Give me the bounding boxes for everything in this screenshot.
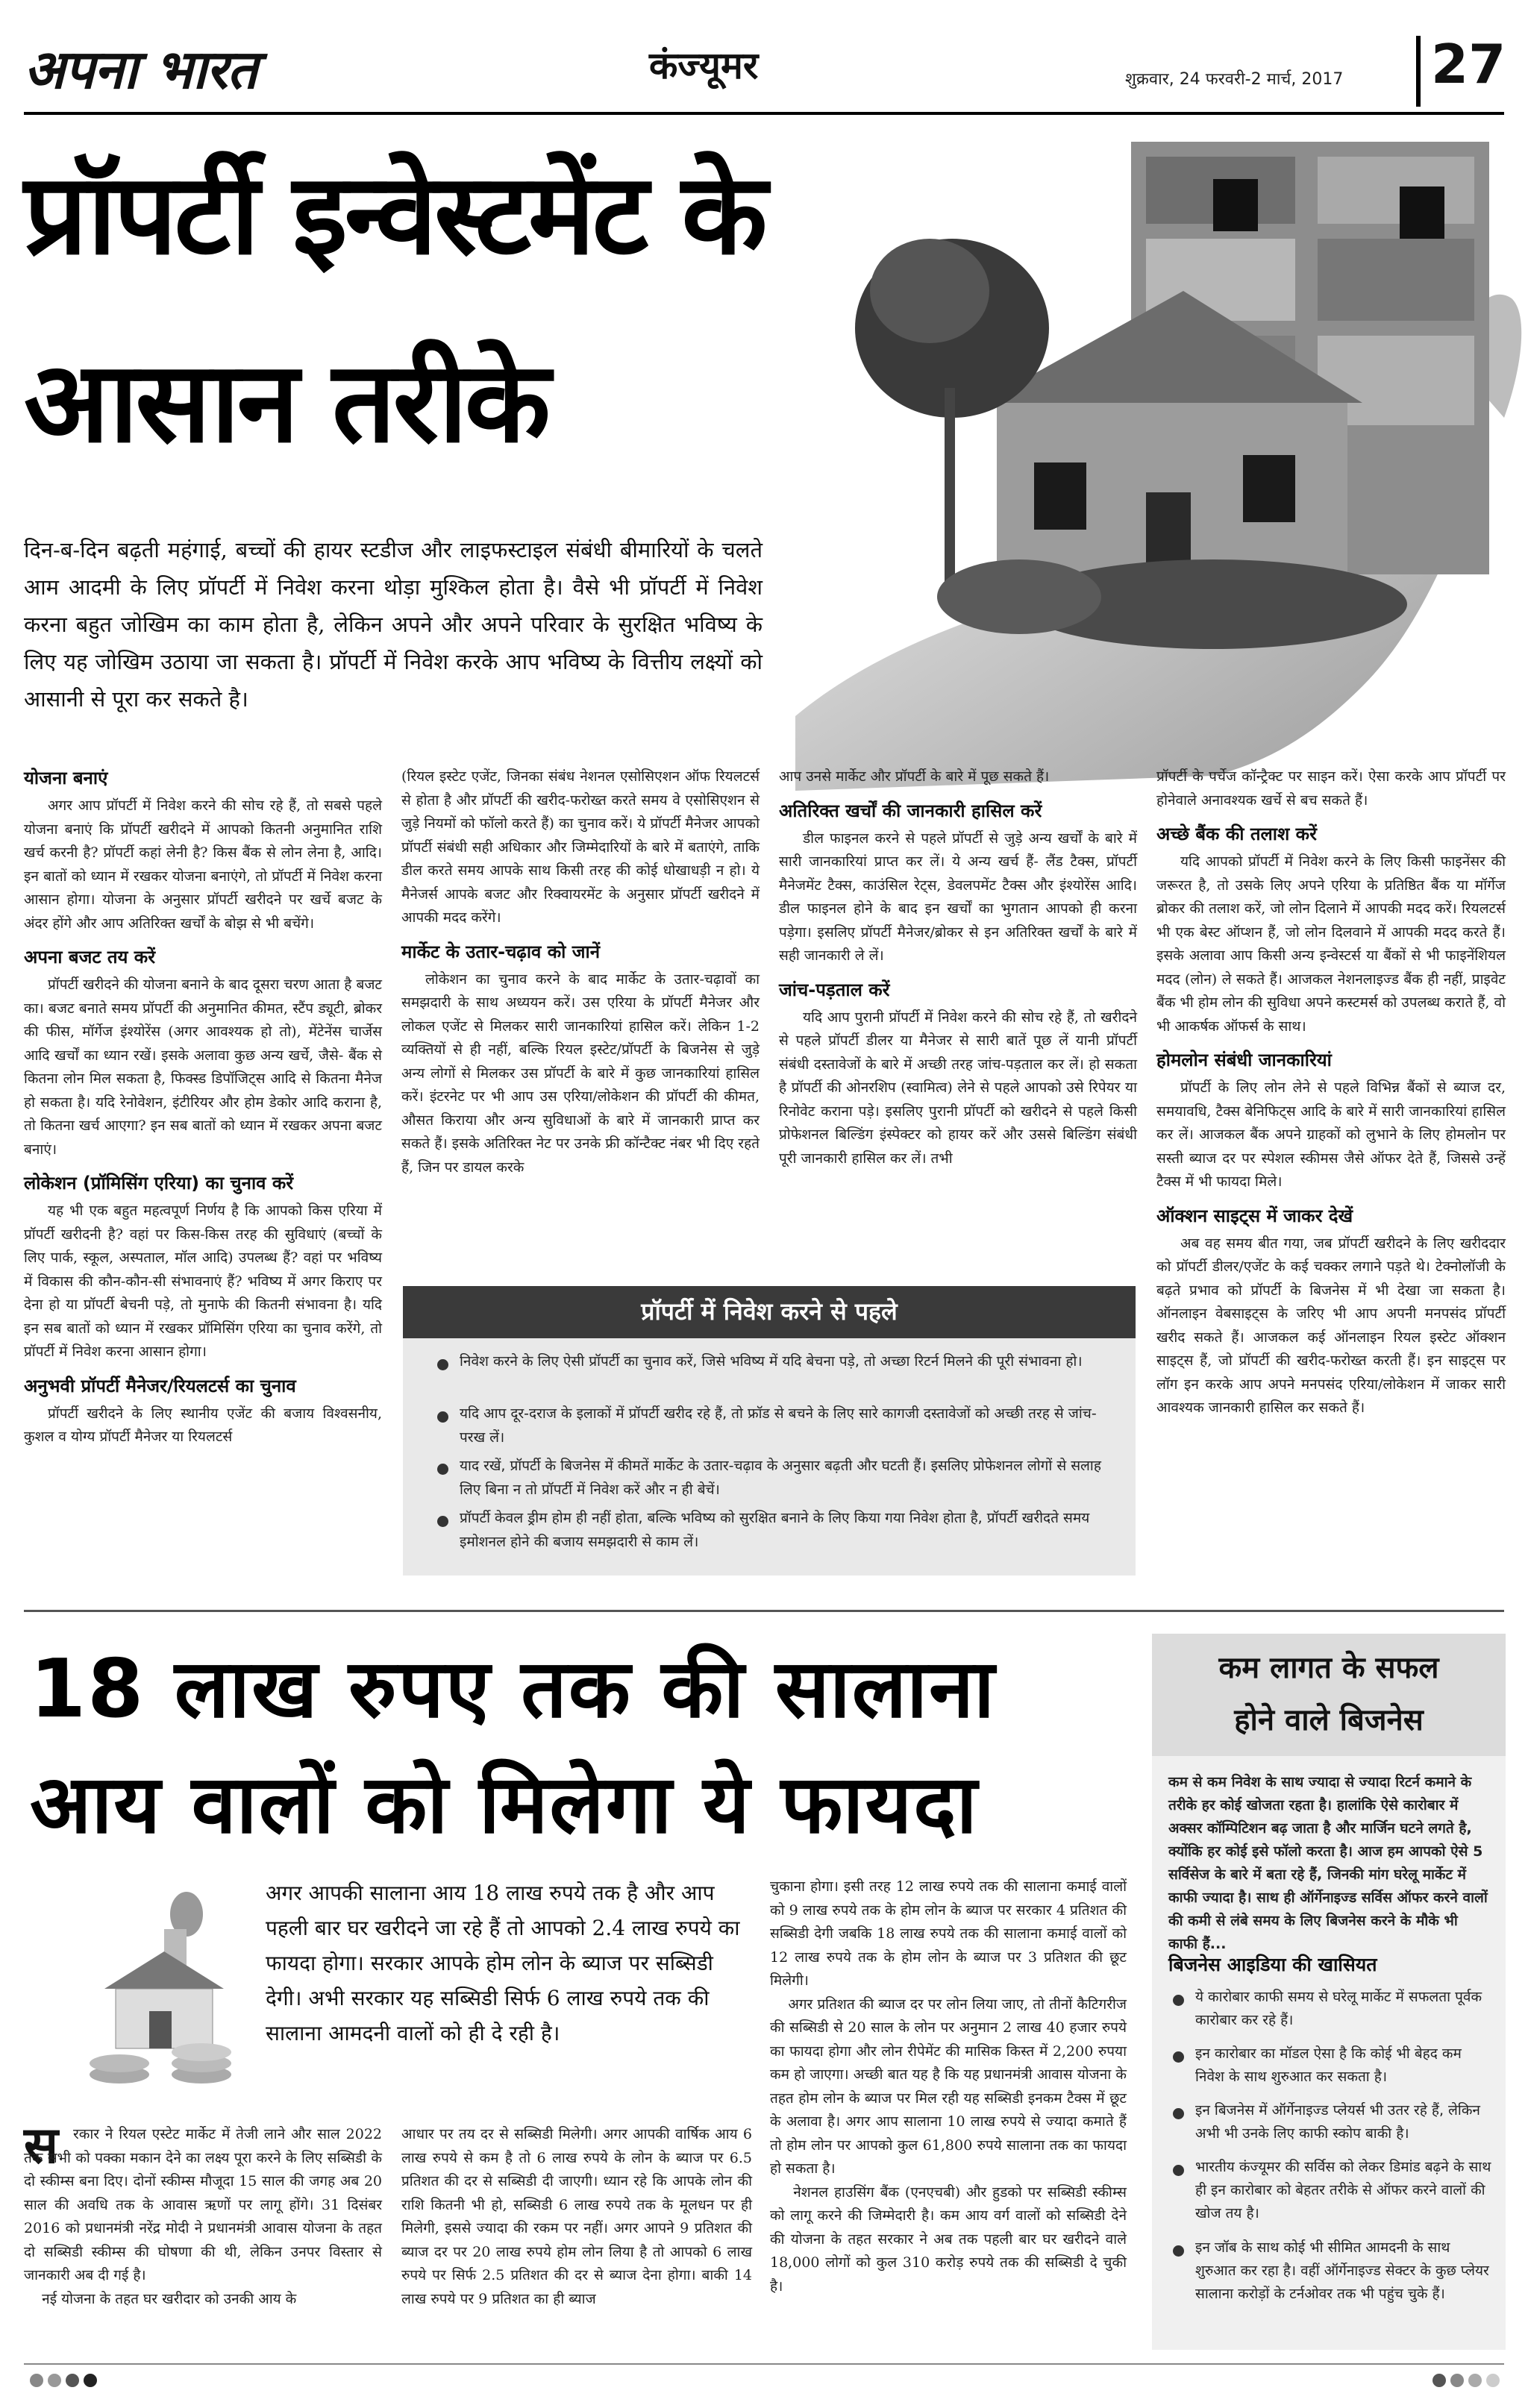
sidebar-bullet-2: इन कारोबार का मॉडल ऐसा है कि कोई भी बेहद कम निवेश के साथ शुरुआत कर सकता है। xyxy=(1195,2045,1462,2085)
header-rule xyxy=(24,112,1504,115)
sidebar-bullet-1: ये कारोबार काफी समय से घरेलू मार्केट में सफलता पूर्वक कारोबार कर रहे हैं। xyxy=(1195,1989,1482,2028)
page-number-divider xyxy=(1416,36,1421,107)
box-bullet-2: यदि आप दूर-दराज के इलाकों में प्रॉपर्टी खरीद रहे हैं, तो फ्रॉड से बचने के लिए सारे कागजी दस्तावेजों को अच्छी तरह से जांच-परख लें। xyxy=(460,1405,1097,1446)
house-in-hand-illustration xyxy=(795,119,1528,791)
sidebar-bullet-icon xyxy=(1173,2245,1184,2257)
col1-para-location: यह भी एक बहुत महत्वपूर्ण निर्णय है कि आपको किस एरिया में प्रॉपर्टी खरीदनी है? वहां पर किस-किस तरह की सुविधाएं (बच्चों के लिए पार्क, स्कूल, अस्पताल, मॉल आदि) उपलब्ध हैं? वहां पर भविष्य में विकास की कौन-कौन-सी संभावनाएं हैं? भविष्य में अगर किराए पर देना हो या प्रॉपर्टी बेचनी पड़े, तो मुनाफे की कितनी संभावना है। यदि इन सब बातों को ध्यान में रखकर प्रॉमिसिंग एरिया का चुनाव करेंगे, तो प्रॉपर्टी में निवेश करना आसान होगा। xyxy=(24,1203,387,1360)
col2-heading-market: मार्केट के उतार-चढ़ाव को जानें xyxy=(401,941,601,962)
story-divider xyxy=(24,1610,1504,1612)
footer-dot xyxy=(48,2374,61,2387)
col2-para-market: लोकेशन का चुनाव करने के बाद मार्केट के उतार-चढ़ावों का समझदारी के साथ अध्ययन करें। उस एरिया के प्रॉपर्टी मैनेजर और लोकल एजेंट से मिलकर सारी जानकारियां हासिल करें। लेकिन 1-2 व्यक्तियों से ही नहीं, बल्कि रियल इस्टेट/प्रॉपर्टी के बिजनेस से जुड़े अन्य लोगों से मिलकर उस प्रॉपर्टी के बारे में कुछ जानकारियां हासिल करें। इंटरनेट पर भी आप उस एरिया/लोकेशन की प्रॉपर्टी की कीमत, औसत किराया और अन्य सुविधाओं के बारे में जानकारी प्राप्त कर सकते हैं। इसके अतिरिक्त नेट पर उनके फ्री कॉन्टैक्ट नंबर भी दिए रहते हैं, जिन पर डायल करके xyxy=(401,971,765,1176)
footer-dot xyxy=(66,2374,79,2387)
col4-heading-bank: अच्छे बैंक की तलाश करें xyxy=(1156,824,1317,844)
sidebar-bullet-icon xyxy=(1173,2108,1184,2119)
col4-heading-auction: ऑक्शन साइट्स में जाकर देखें xyxy=(1156,1205,1353,1226)
col2-para-realtor-cont: (रियल इस्टेट एजेंट, जिनका संबंध नेशनल एसोसिएशन ऑफ रियलटर्स से होता है और प्रॉपर्टी की खरीद-फरोख्त करते समय वे एसोसिएशन से जुड़े नियमों को फॉलो करते हैं) का चुनाव करें। ये प्रॉपर्टी मैनेजर आपको प्रॉपर्टी संबंधी सही अधिकार और जिम्मेदारियों के बारे में बताएंगे, ताकि डील करते समय आपके साथ किसी तरह की कोई धोखाधड़ी न हो। ये मैनेजर्स आपके बजट और रिक्वायरमेंट के अनुसार प्रॉपर्टी खरीदने में आपकी मदद करेंगे। xyxy=(401,768,765,926)
story1-col2 xyxy=(401,765,765,1179)
col4-para-bank: यदि आपको प्रॉपर्टी में निवेश करने के लिए किसी फाइनेंसर की जरूरत है, तो उसके लिए अपने एरिया के प्रतिष्ठित बैंक या मॉर्गेज ब्रोकर की तलाश करें, जो लोन दिलाने में आपकी मदद करें। रियलटर्स भी एक बेस्ट ऑप्शन हैं, जो लोन दिलवाने में आपकी मदद करते हैं। इसके अलावा आप किसी अन्य इन्वेस्टर्स या बैंकों से भी फाइनेंशियल मदद (लोन) ले सकते हैं। आजकल नेशनलाइज्ड बैंक ही नहीं, प्राइवेट बैंक भी होम लोन की सुविधा अपने कस्टमर्स को उपलब्ध कराते हैं, वो भी आकर्षक ऑफर्स के साथ। xyxy=(1156,853,1511,1035)
box-bullet-3: याद रखें, प्रॉपर्टी के बिजनेस में कीमतें मार्केट के उतार-चढ़ाव के अनुसार बढ़ती और घटती हैं। इसलिए प्रोफेशनल लोगों से सलाह लिए बिना न तो प्रॉपर्टी में निवेश करें और न ही बेचें। xyxy=(460,1458,1101,1498)
sidebar-subhead: बिजनेस आइडिया की खासियत xyxy=(1168,1954,1377,1975)
sidebar-title-2: होने वाले बिजनेस xyxy=(1234,1703,1424,1737)
before-investing-box xyxy=(403,1286,1136,1575)
story2-intro: अगर आपकी सालाना आय 18 लाख रुपये तक है और आप पहली बार घर खरीदने जा रहे हैं तो आपको 2.4 लाख रुपये का फायदा होगा। सरकार आपके होम लोन के ब्याज पर सब्सिडी देगी। अभी सरकार यह सब्सिडी सिर्फ 6 लाख रुपये तक की सालाना आमदनी वालों को ही दे रही है। xyxy=(266,1881,740,2045)
col1-para-budget: प्रॉपर्टी खरीदने की योजना बनाने के बाद दूसरा चरण आता है बजट का। बजट बनाते समय प्रॉपर्टी की अनुमानित कीमत, स्टैंप ड्यूटी, ब्रोकर की फीस, मॉर्गेज इंश्योरेंस (अगर आवश्यक हो तो), मेंटेनेंस चार्जेस आदि खर्चों का ध्यान रखें। इसके अलावा कुछ अन्य खर्चे, जैसे- बैंक से कितना लोन मिल सकता है, फिक्स्ड डिपॉजिट्स आदि से कितना मैनेज हो सकता है। यदि रेनोवेशन, इंटीरियर और होम डेकोर आदि कराना है, तो कितना खर्च आएगा? इन सब बातों को ध्यान में रखकर अपना बजट बनाएं। xyxy=(24,976,387,1158)
col4-para-auction: अब वह समय बीत गया, जब प्रॉपर्टी खरीदने के लिए खरीददार को प्रॉपर्टी डीलर/एजेंट के कई चक्कर लगाने पड़ते थे। टेक्नोलॉजी के बढ़ते प्रभाव को प्रॉपर्टी के बिजनेस में भी देखा जा सकता है। ऑनलाइन वेबसाइट्स के जरिए भी आप अपनी मनपसंद प्रॉपर्टी खरीद सकते हैं। आजकल कई ऑनलाइन रियल इस्टेट ऑक्शन साइट्स हैं, जो प्रॉपर्टी की खरीद-फरोख्त करती हैं। इन साइट्स पर लॉग इन करके आप अपने मनपसंद एरिया/लोकेशन में जाकर सारी आवश्यक जानकारी हासिल कर सकते हैं। xyxy=(1156,1235,1511,1416)
col3-para-extra-costs: डील फाइनल करने से पहले प्रॉपर्टी से जुड़े अन्य खर्चों के बारे में सारी जानकारियां प्राप्त कर लें। ये अन्य खर्च हैं- लैंड टैक्स, प्रॉपर्टी मैनेजमेंट टैक्स, काउंसिल रेट्स, डेवलपमेंट टैक्स और इंश्योरेंस आदि। डील फाइनल होने के बाद इन खर्चों का भुगतान आपको ही करना पड़ेगा। इसलिए प्रॉपर्टी मैनेजर/ब्रोकर से इन अतिरिक्त खर्चों के बारे में सही जानकारी ले लें। xyxy=(779,830,1142,964)
box-title-bar xyxy=(403,1286,1136,1338)
col3-heading-extra-costs: अतिरिक्त खर्चों की जानकारी हासिल करें xyxy=(779,800,1042,821)
footer-dot xyxy=(1450,2374,1464,2387)
footer-dot xyxy=(1432,2374,1446,2387)
masthead-logo xyxy=(24,31,367,113)
sidebar-bullet-icon xyxy=(1173,2165,1184,2176)
issue-date: शुक्रवार, 24 फरवरी-2 मार्च, 2017 xyxy=(1125,70,1344,89)
story1-col4 xyxy=(1156,765,1511,1420)
story2-col3: चुकाना होगा। इसी तरह 12 लाख रुपये तक की सालाना कमाई वालों को 9 लाख रुपये तक के होम लोन के ब्याज पर सरकार 4 प्रतिशत की सब्सिडी देगी जबकि 18 लाख रुपये तक की सालाना कमाई वालों को 12 लाख रुपये तक के होम लोन के ब्याज पर 3 प्रतिशत की छूट मिलेगी। अगर प्रतिशत की ब्याज दर पर लोन लिया जाए, तो तीनों कैटिगरीज की सब्सिडी से 20 साल के लोन पर अनुमान 2 लाख 40 हजार रुपये का फायदा होगा और लोन रीपेमेंट की मासिक किस्त में 2,200 रुपया कम हो जाएगा। अच्छी बात यह है कि यह प्रधानमंत्री आवास योजना के तहत होम लोन के ब्याज पर मिल रही यह सब्सिडी इनकम टैक्स में छूट के अलावा है। अगर आप सालाना 10 लाख रुपये से ज्यादा कमाते हैं तो होम लोन पर आपको कुल 61,800 रुपये सालाना तक का फायदा हो सकता है। नेशनल हाउसिंग बैंक (एनएचबी) और हुडको पर सब्सिडी स्कीम्स को लागू करने की जिम्मेदारी है। कम आय वर्ग वालों को सब्सिडी देने की योजना के तहत सरकार ने अब तक पहली बार घर खरीदने वाले 18,000 लोगों को कुल 310 करोड़ रुपये तक की सब्सिडी दे चुकी है। xyxy=(770,1878,1127,2295)
box-bullet-icon xyxy=(437,1359,448,1370)
box-bullet-icon xyxy=(437,1464,448,1475)
logo-text: अपना भारत xyxy=(24,37,257,101)
section-name: कंज्यूमर xyxy=(649,44,759,87)
sidebar-bullet-4: भारतीय कंज्यूमर की सर्विस को लेकर डिमांड बढ़ने के साथ ही इन कारोबार को बेहतर तरीके से ऑफर करने वालों की खोज तय है। xyxy=(1195,2159,1491,2222)
business-sidebar xyxy=(1152,1634,1506,2350)
box-bullet-icon xyxy=(437,1516,448,1527)
sidebar-bullet-icon xyxy=(1173,1995,1184,2006)
footer-dot xyxy=(30,2374,43,2387)
col1-heading-budget: अपना बजट तय करें xyxy=(24,947,156,968)
story2-col1: रकार ने रियल एस्टेट मार्केट में तेजी लाने और साल 2022 तक सभी को पक्का मकान देने का लक्ष्य पूरा करने के लिए सब्सिडी के दो स्कीम्स बना दिए। दोनों स्कीम्स मौजूदा 15 साल की जगह अब 20 साल की अवधि तक के आवास ऋणों पर लागू होंगे। 31 दिसंबर 2016 को प्रधानमंत्री नरेंद्र मोदी ने प्रधानमंत्री आवास योजना के तहत दो सब्सिडी स्कीम्स की घोषणा की थी, लेकिन उनपर विस्तार से जानकारी अब दी गई है। नई योजना के तहत घर खरीदार को उनकी आय के xyxy=(24,2126,382,2307)
footer-rule xyxy=(24,2363,1504,2365)
story1-col3 xyxy=(779,765,1142,1170)
story2-dropcap: स xyxy=(24,2116,58,2175)
footer-dot xyxy=(84,2374,97,2387)
col3-heading-inspection: जांच-पड़ताल करें xyxy=(779,979,890,1000)
story2-headline-1: 18 लाख रुपए तक की सालाना xyxy=(30,1643,996,1736)
box-bullet-4: प्रॉपर्टी केवल ड्रीम होम ही नहीं होता, बल्कि भविष्य को सुरक्षित बनाने के लिए किया गया निवेश होता है, प्रॉपर्टी खरीदते समय इमोशनल होने की बजाय समझदारी से काम लें। xyxy=(460,1510,1090,1550)
story1-col1 xyxy=(24,765,387,1449)
col4-para-homeloan: प्रॉपर्टी के लिए लोन लेने से पहले विभिन्न बैंकों से ब्याज दर, समयावधि, टैक्स बेनिफिट्स आदि के बारे में सारी जानकारियां हासिल कर लें। आजकल बैंक अपने ग्राहकों को लुभाने के लिए होमलोन पर सस्ती ब्याज दर पर स्पेशल स्कीमस जैसे ऑफर देते हैं, जिससे उन्हें टैक्स में भी फायदा मिले। xyxy=(1156,1079,1511,1190)
col1-para-realtor: प्रॉपर्टी खरीदने के लिए स्थानीय एजेंट की बजाय विश्वसनीय, कुशल व योग्य प्रॉपर्टी मैनेजर या रियलटर्स xyxy=(24,1405,387,1445)
sidebar-bullet-icon xyxy=(1173,2051,1184,2063)
sidebar-bullet-5: इन जॉब के साथ कोई भी सीमित आमदनी के साथ शुरुआत कर रहा है। वहीं ऑर्गेनाइज्ड सेक्टर के कुछ प्लेयर सालाना करोड़ों के टर्नओवर तक भी पहुंच चुके हैं। xyxy=(1195,2239,1489,2302)
story1-headline-2: आसान तरीके xyxy=(24,338,548,468)
story1-intro: दिन-ब-दिन बढ़ती महंगाई, बच्चों की हायर स्टडीज और लाइफस्टाइल संबंधी बीमारियों के चलते आम आदमी के लिए प्रॉपर्टी में निवेश करना थोड़ा मुश्किल होता है। वैसे भी प्रॉपर्टी में निवेश करना बहुत जोखिम का काम होता है, लेकिन अपने और अपने परिवार के सुरक्षित भविष्य के लिए यह जोखिम उठाया जा सकता है। प्रॉपर्टी में निवेश करके आप भविष्य के वित्तीय लक्ष्यों को आसानी से पूरा कर सकते है। xyxy=(24,537,763,712)
story2-headline-2: आय वालों को मिलेगा ये फायदा xyxy=(30,1758,979,1852)
col1-heading-realtor: अनुभवी प्रॉपर्टी मैनेजर/रियलटर्स का चुनाव xyxy=(24,1375,296,1396)
page-number: 27 xyxy=(1431,33,1506,95)
box-bullet-1: निवेश करने के लिए ऐसी प्रॉपर्टी का चुनाव करें, जिसे भविष्य में यदि बेचना पड़े, तो अच्छा रिटर्न मिलने की पूरी संभावना हो। xyxy=(460,1353,1083,1370)
col1-heading-location: लोकेशन (प्रॉमिसिंग एरिया) का चुनाव करें xyxy=(24,1173,294,1194)
col1-heading-planning: योजना बनाएं xyxy=(24,768,108,788)
sidebar-bullet-3: इन बिजनेस में ऑर्गेनाइज्ड प्लेयर्स भी उतर रहे हैं, लेकिन अभी भी उनके लिए काफी स्कोप बाकी है। xyxy=(1195,2102,1480,2142)
sidebar-title-panel xyxy=(1152,1634,1506,1756)
col4-heading-homeloan: होमलोन संबंधी जानकारियां xyxy=(1156,1050,1332,1070)
box-bullet-icon xyxy=(437,1411,448,1423)
story2-col2: आधार पर तय दर से सब्सिडी मिलेगी। अगर आपकी वार्षिक आय 6 लाख रुपये से कम है तो 6 लाख रुपये के लोन के ब्याज पर 6.5 प्रतिशत की दर से सब्सिडी दी जाएगी। ध्यान रहे कि आपके लोन की राशि कितनी भी हो, सब्सिडी 6 लाख रुपये तक के मूलधन पर ही मिलेगी, इससे ज्यादा की रकम पर नहीं। अगर आपने 9 प्रतिशत की ब्याज दर पर 20 लाख रुपये होम लोन लिया है तो आपको 6 लाख रुपये पर सिर्फ 2.5 प्रतिशत की दर से ब्याज देना होगा। बाकी 14 लाख रुपये पर 9 प्रतिशत का ही ब्याज xyxy=(401,2126,757,2307)
story1-headline-1: प्रॉपर्टी इन्वेस्टमेंट के xyxy=(24,150,765,280)
sidebar-title-1: कम लागत के सफल xyxy=(1218,1651,1439,1685)
box-title: प्रॉपर्टी में निवेश करने से पहले xyxy=(641,1297,898,1326)
col1-para-planning: अगर आप प्रॉपर्टी में निवेश करने की सोच रहे हैं, तो सबसे पहले योजना बनाएं कि प्रॉपर्टी खरीदने में आपको कितनी अनुमानित राशि खर्च करनी है? प्रॉपर्टी कहां लेनी है? किस बैंक से लोन लेना है, आदि। इन बातों को ध्यान में रखकर योजना बनाएंगे, तो प्रॉपर्टी में निवेश करना आसान होगा। योजना के अनुसार प्रॉपर्टी खरीदने पर खर्चे बजट के अंदर होंगे और आप अतिरिक्त खर्चों के बोझ से भी बचेंगे। xyxy=(24,797,387,932)
sidebar-intro: कम से कम निवेश के साथ ज्यादा से ज्यादा रिटर्न कमाने के तरीके हर कोई खोजता रहता है। हालांकि ऐसे कारोबार में अक्सर कॉम्पिटिशन बढ़ जाता है और मार्जिन घटने लगते है, क्योंकि हर कोई इसे फॉलो करता है। आज हम आपको ऐसे 5 सर्विसेज के बारे में बता रहे हैं, जिनकी मांग घरेलू मार्केट में काफी ज्यादा है। साथ ही ऑर्गेनाइज्ड सर्विस ऑफर करने वालों की कमी से लंबे समय के लिए बिजनेस करने के मौके भी काफी हैं... xyxy=(1168,1774,1488,1952)
col3-para-market-cont: आप उनसे मार्केट और प्रॉपर्टी के बारे में पूछ सकते हैं। xyxy=(779,768,1050,785)
col4-para-inspection-cont: प्रॉपर्टी के पर्चेज कॉन्ट्रैक्ट पर साइन करें। ऐसा करके आप प्रॉपर्टी पर होनेवाले अनावश्यक खर्चे से बच सकते हैं। xyxy=(1156,768,1511,809)
footer-dot xyxy=(1468,2374,1482,2387)
coins-house-illustration xyxy=(75,1877,254,2093)
footer-dot xyxy=(1486,2374,1500,2387)
col3-para-inspection: यदि आप पुरानी प्रॉपर्टी में निवेश करने की सोच रहे हैं, तो खरीदने से पहले प्रॉपर्टी डीलर या मैनेजर से सारी बातें पूछ लें यानी प्रॉपर्टी संबंधी दस्तावेजों के बारे में अच्छी तरह जांच-पड़ताल कर लें। हो सकता है प्रॉपर्टी की ओनरशिप (स्वामित्व) लेने से पहले आपको उसे रिपेयर या रिनोवेट कराना पड़े। इसलिए पुरानी प्रॉपर्टी को खरीदने से पहले किसी प्रोफेशनल बिल्डिंग इंस्पेक्टर को हायर करें और उससे बिल्डिंग संबंधी पूरी जानकारी हासिल कर लें। तभी xyxy=(779,1009,1142,1167)
